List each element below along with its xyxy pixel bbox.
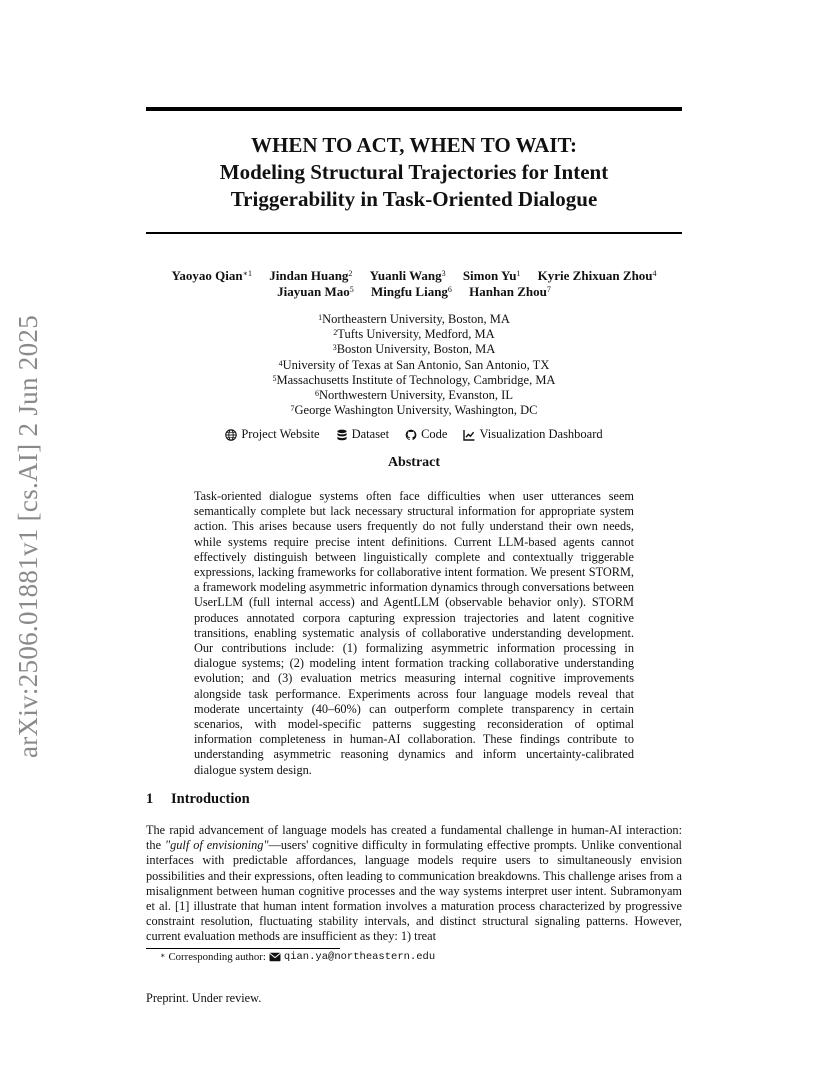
arxiv-identifier-stamp <box>12 312 44 762</box>
affiliation: $^2$Tufts University, Medford, MA <box>333 327 495 342</box>
footnote-mark: ∗ <box>160 950 166 960</box>
author: Jindan Huang$^2$ <box>269 268 353 283</box>
affiliation: $^1$Northeastern University, Boston, MA <box>318 312 510 326</box>
chart-line-icon <box>463 429 475 441</box>
author-row-2 <box>146 284 682 300</box>
author: Mingfu Liang$^6$ <box>370 284 452 299</box>
affiliation: $^7$George Washington University, Washington, DC <box>290 403 538 418</box>
dataset-label: Dataset <box>351 427 390 441</box>
github-icon <box>405 429 417 441</box>
visualization-dashboard-label: Visualization Dashboard <box>479 427 603 441</box>
author-list <box>146 268 682 300</box>
footnote-label: Corresponding author: <box>168 951 266 963</box>
affiliation-list <box>146 312 682 418</box>
abstract-heading: Abstract <box>387 455 441 470</box>
globe-icon <box>225 429 237 441</box>
envelope-icon <box>269 952 281 962</box>
resource-links <box>146 427 682 442</box>
footnote-rule <box>146 948 340 949</box>
author: Yaoyao Qian$^{∗1}$ <box>171 268 253 283</box>
emphasized-phrase: "gulf of envisioning" <box>164 838 269 853</box>
code-link[interactable] <box>405 427 447 442</box>
arxiv-identifier: arXiv:2506.01881v1 [cs.AI] 2 Jun 2025 <box>12 315 43 759</box>
code-label: Code <box>421 427 448 441</box>
title-line-3: Triggerability in Task-Oriented Dialogue <box>230 187 598 211</box>
paper-title <box>146 132 682 213</box>
author: Yuanli Wang$^3$ <box>369 268 446 283</box>
affiliation: $^5$Massachusetts Institute of Technology, Cambridge, MA <box>272 372 556 387</box>
project-website-label: Project Website <box>241 427 320 441</box>
email-link[interactable]: qian.ya@northeastern.edu <box>283 951 436 963</box>
dataset-link[interactable] <box>336 427 389 442</box>
title-line-2: Modeling Structural Trajectories for Intent <box>219 160 609 184</box>
author: Hanhan Zhou$^7$ <box>469 284 551 299</box>
title-top-rule <box>146 107 682 111</box>
author: Simon Yu$^1$ <box>462 268 521 283</box>
affiliation: $^3$Boston University, Boston, MA <box>332 342 496 357</box>
database-icon <box>336 429 348 441</box>
author-row-1 <box>146 268 682 284</box>
section-number: 1 <box>146 791 154 807</box>
abstract-text: Task-oriented dialogue systems often face difficulties when user utterances seem semantically complete but lack necessary structural information for appropriate system action. This arises because users frequently do not fully understand their own needs, while systems require precise intent definitions. Current LLM-based agents cannot effectively distinguish between linguistically complete and contextually triggerable expressions, lacking frameworks for collaborative intent formation. We present STORM, a framework modeling asymmetric information dynamics through conversations between UserLLM (full internal access) and AgentLLM (observable behavior only). STORM produces annotated corpora capturing expression trajectories and latent cognitive transitions, enabling systematic analysis of collaborative understanding development. Our contributions include: (1) formalizing asymmetric information processing in dialogue systems; (2) modeling intent formation tracking collaborative understanding evolution; and (3) evaluation metrics measuring internal cognitive improvements alongside task performance. Experiments across four language models reveal that moderate uncertainty (40–60%) can outperform complete transparency in certain scenarios, with model-specific patterns suggesting reconsideration of optimal information completeness in human-AI collaboration. These findings contribute to understanding asymmetric reasoning dynamics and inform uncertainty-calibrated dialogue system design. <box>194 489 634 777</box>
corresponding-author-footnote <box>160 951 435 963</box>
project-website-link[interactable] <box>225 427 319 442</box>
title-bottom-rule <box>146 232 682 234</box>
affiliation: $^4$University of Texas at San Antonio, San Antonio, TX <box>278 357 550 372</box>
title-line-1: WHEN TO ACT, WHEN TO WAIT: <box>251 133 577 157</box>
section-heading-introduction <box>146 791 250 808</box>
section-title: Introduction <box>171 791 250 807</box>
page-footer: Preprint. Under review. <box>146 991 262 1005</box>
affiliation: $^6$Northwestern University, Evanston, IL <box>315 388 513 403</box>
author: Jiayuan Mao$^5$ <box>277 284 354 299</box>
visualization-dashboard-link[interactable] <box>463 427 602 442</box>
introduction-paragraph: The rapid advancement of language models has created a fundamental challenge in human-AI interaction: the "gulf of envisioning"—users' cognitive difficulty in formulating effective prompts. Unlike conventional interfaces with predictable affordances, language models require users to simultaneously envision possibilities and their expressions, often leading to communication breakdowns. This challenge arises from a misalignment between human cognitive processes and the way systems interpret user intent. Subramonyam et al. [1] illustrate that human intent formation involves a maturation process characterized by progressive constraint resolution, fluctuating stability intervals, and distinct structural signaling patterns. However, current evaluation methods are insufficient as they: 1) treat <box>146 823 682 944</box>
author: Kyrie Zhixuan Zhou$^4$ <box>537 268 657 283</box>
